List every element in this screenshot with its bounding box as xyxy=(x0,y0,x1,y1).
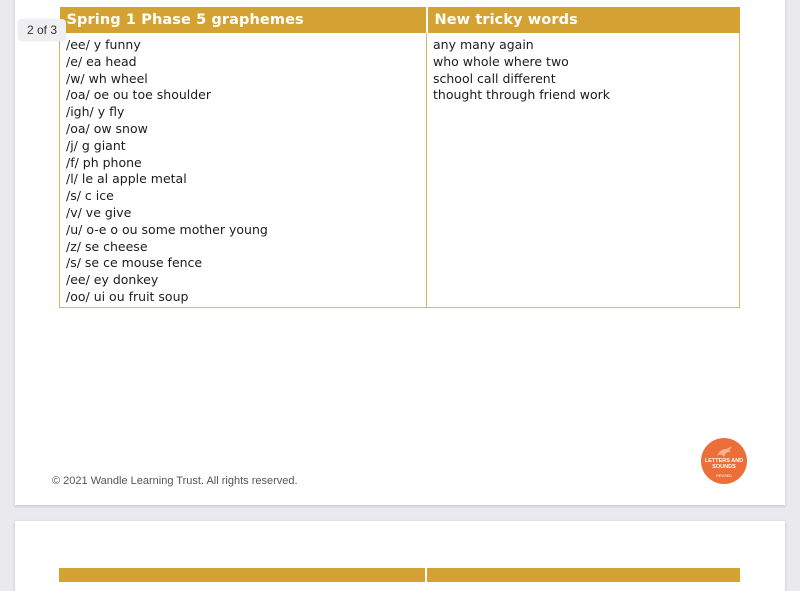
next-table-header-col1 xyxy=(59,568,426,582)
tricky-words-line: thought through friend work xyxy=(433,87,610,103)
tricky-words-header: New tricky words xyxy=(427,7,740,33)
logo-subtitle: REVISED xyxy=(716,474,732,478)
grapheme-line: /z/ se cheese xyxy=(66,238,148,254)
grapheme-line: /w/ wh wheel xyxy=(66,70,148,86)
document-page-2 xyxy=(15,0,785,505)
grapheme-line: /igh/ y fly xyxy=(66,104,125,120)
logo-wordmark: LETTERS AND SOUNDS xyxy=(704,458,744,470)
tricky-words-cell xyxy=(427,33,740,308)
tricky-words-line: school call different xyxy=(433,70,556,86)
document-page-3 xyxy=(15,521,785,591)
grapheme-line: /oa/ oe ou toe shoulder xyxy=(66,87,212,103)
phonics-table xyxy=(59,7,740,308)
graphemes-cell xyxy=(60,33,427,308)
grapheme-line: /u/ o-e o ou some mother young xyxy=(66,221,268,237)
grapheme-line: /s/ c ice xyxy=(66,188,114,204)
tricky-words-line: who whole where two xyxy=(433,53,569,69)
graphemes-header: Spring 1 Phase 5 graphemes xyxy=(60,7,427,33)
tricky-words-line: any many again xyxy=(433,37,534,52)
copyright-text: © 2021 Wandle Learning Trust. All rights reserved. xyxy=(52,475,298,487)
grapheme-line: /j/ g giant xyxy=(66,137,126,153)
grapheme-line: /l/ le al apple metal xyxy=(66,171,187,187)
grapheme-line: /f/ ph phone xyxy=(66,154,142,170)
grapheme-line: /ee/ y funny xyxy=(66,37,141,52)
grapheme-line: /ee/ ey donkey xyxy=(66,272,159,288)
grapheme-line: /oa/ ow snow xyxy=(66,120,148,136)
grapheme-line: /s/ se ce mouse fence xyxy=(66,255,203,271)
grapheme-line: /oo/ ui ou fruit soup xyxy=(66,288,189,304)
grapheme-line: /v/ ve give xyxy=(66,204,132,220)
letters-and-sounds-logo xyxy=(701,438,747,484)
next-table-header-col2 xyxy=(426,568,740,582)
phonics-table-next xyxy=(59,568,740,582)
page-indicator: 2 of 3 xyxy=(18,19,66,41)
grapheme-line: /e/ ea head xyxy=(66,53,137,69)
